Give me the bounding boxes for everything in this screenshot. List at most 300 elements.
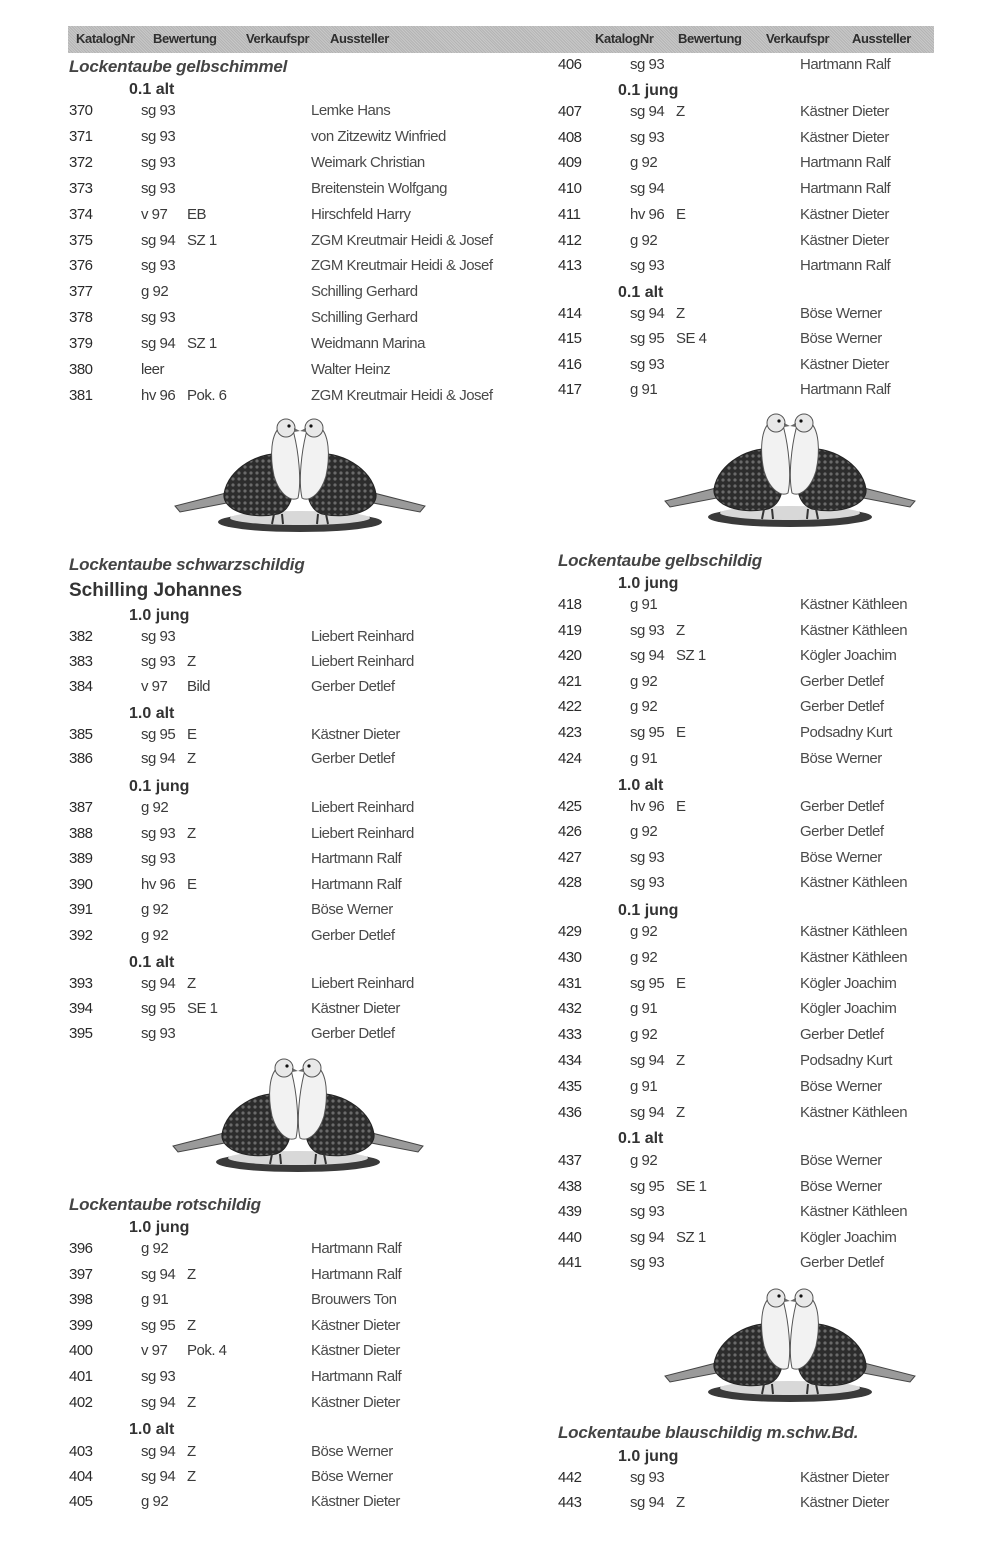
rating: sg 93 [141, 1368, 176, 1385]
exhibitor-name: Böse Werner [311, 1468, 393, 1485]
list-item [69, 335, 529, 359]
list-item [558, 1152, 987, 1176]
rating: sg 94 [630, 1494, 665, 1511]
exhibitor-name: Hartmann Ralf [311, 875, 402, 893]
section-title: Lockentaube gelbschildig [558, 551, 762, 570]
rating: sg 95 [630, 1177, 665, 1195]
exhibitor-name: Hartmann Ralf [311, 1240, 402, 1257]
class-heading: 0.1 jung [129, 778, 190, 795]
exhibitor-name: Gerber Detlef [800, 823, 884, 841]
award-mark: SE 1 [676, 1177, 707, 1195]
list-item [69, 975, 529, 999]
breeder-name: Schilling Johannes [69, 580, 243, 601]
exhibitor-name: Hirschfeld Harry [311, 205, 411, 223]
catalog-number: 379 [69, 335, 93, 353]
list-item [69, 1342, 529, 1366]
catalog-number: 375 [69, 231, 93, 249]
award-mark: Z [187, 750, 196, 767]
exhibitor-name: Böse Werner [311, 901, 393, 919]
catalog-number: 383 [69, 653, 93, 670]
rating: g 92 [630, 1026, 658, 1044]
section-title: Lockentaube schwarzschildig [69, 555, 305, 574]
list-item [558, 381, 987, 405]
list-item [558, 596, 987, 620]
exhibitor-name: Kästner Dieter [311, 1000, 400, 1017]
catalog-number: 393 [69, 975, 93, 992]
section-title: Lockentaube blauschildig m.schw.Bd. [558, 1423, 859, 1442]
rating: hv 96 [630, 205, 665, 223]
rating: v 97 [141, 678, 168, 695]
catalog-number: 401 [69, 1368, 93, 1385]
catalog-number: 440 [558, 1228, 582, 1246]
catalog-number: 389 [69, 850, 93, 868]
rating: sg 93 [630, 56, 665, 73]
catalog-number: 412 [558, 231, 582, 249]
award-mark: Z [676, 103, 685, 120]
rating: g 92 [630, 923, 658, 940]
award-mark: Pok. 6 [187, 386, 227, 404]
header-aussteller-right: Aussteller [852, 31, 911, 46]
list-item [558, 673, 987, 697]
header-aussteller-left: Aussteller [330, 31, 389, 46]
list-item [69, 1291, 529, 1315]
rating: sg 93 [141, 127, 176, 145]
list-item [558, 356, 987, 380]
award-mark: Z [187, 1468, 196, 1485]
rating: sg 94 [141, 975, 176, 992]
list-item [558, 823, 987, 847]
rating: g 91 [630, 1077, 658, 1095]
list-item [69, 628, 529, 652]
exhibitor-name: Podsadny Kurt [800, 724, 892, 741]
award-mark: Z [187, 1443, 196, 1460]
catalog-number: 416 [558, 355, 582, 373]
award-mark: Pok. 4 [187, 1342, 227, 1360]
catalog-number: 405 [69, 1493, 93, 1510]
list-item [558, 1494, 987, 1518]
rating: sg 93 [141, 153, 176, 171]
list-item [558, 1026, 987, 1050]
list-item [558, 923, 987, 947]
catalog-number: 423 [558, 724, 582, 741]
header-katalognr-left: KatalogNr [76, 31, 135, 46]
catalog-number: 381 [69, 386, 93, 404]
rating: sg 95 [630, 974, 665, 992]
rating: sg 93 [141, 179, 176, 197]
catalog-number: 380 [69, 361, 93, 378]
award-mark: E [676, 724, 686, 741]
exhibitor-name: Böse Werner [800, 1152, 882, 1169]
class-heading: 0.1 alt [129, 81, 175, 98]
exhibitor-name: Schilling Gerhard [311, 309, 418, 327]
rating: sg 94 [141, 1393, 176, 1411]
exhibitor-name: Gerber Detlef [311, 927, 395, 944]
rating: sg 94 [141, 1468, 176, 1485]
list-item [69, 653, 529, 677]
header-verkaufspr-left: Verkaufspr [246, 31, 310, 46]
list-item [558, 56, 987, 80]
exhibitor-name: Hartmann Ralf [311, 1265, 402, 1283]
pigeon-pair-illustration [168, 1050, 428, 1178]
catalog-number: 394 [69, 1000, 93, 1017]
rating: g 91 [630, 749, 658, 767]
exhibitor-name: Böse Werner [800, 1177, 882, 1195]
exhibitor-name: Hartmann Ralf [800, 56, 891, 73]
exhibitor-name: ZGM Kreutmair Heidi & Josef [311, 231, 493, 249]
list-item [69, 128, 529, 152]
rating: sg 95 [141, 1316, 176, 1334]
list-item [69, 901, 529, 925]
catalog-number: 410 [558, 180, 582, 198]
rating: sg 93 [141, 628, 176, 645]
exhibitor-name: Gerber Detlef [311, 1025, 395, 1042]
award-mark: EB [187, 205, 207, 223]
exhibitor-name: Böse Werner [800, 848, 882, 866]
rating: sg 94 [141, 1443, 176, 1460]
list-item [69, 750, 529, 774]
list-item [558, 1104, 987, 1128]
list-item [69, 309, 529, 333]
catalog-number: 437 [558, 1152, 582, 1169]
table-header-bar [68, 26, 934, 53]
exhibitor-name: Brouwers Ton [311, 1291, 397, 1309]
exhibitor-name: Kögler Joachim [800, 974, 897, 992]
catalog-number: 371 [69, 127, 93, 145]
exhibitor-name: Kästner Dieter [800, 205, 889, 223]
list-item [69, 1000, 529, 1024]
exhibitor-name: Kästner Dieter [311, 1342, 400, 1360]
exhibitor-name: Liebert Reinhard [311, 824, 414, 842]
list-item [558, 180, 987, 204]
catalog-number: 422 [558, 698, 582, 716]
catalog-number: 407 [558, 103, 582, 120]
catalog-number: 404 [69, 1468, 93, 1485]
rating: sg 94 [630, 180, 665, 198]
award-mark: E [187, 875, 197, 893]
list-item [558, 750, 987, 774]
exhibitor-name: Kästner Käthleen [800, 873, 908, 891]
pigeon-pair-illustration [660, 1280, 920, 1408]
catalog-number: 429 [558, 923, 582, 940]
exhibitor-name: Gerber Detlef [311, 678, 395, 695]
award-mark: Z [676, 1494, 685, 1511]
exhibitor-name: Kästner Dieter [311, 1393, 400, 1411]
exhibitor-name: Weidmann Marina [311, 335, 425, 353]
catalog-number: 411 [558, 205, 581, 223]
list-item [558, 1469, 987, 1493]
rating: g 92 [630, 672, 658, 690]
catalog-number: 436 [558, 1103, 582, 1121]
exhibitor-name: Weimark Christian [311, 153, 425, 171]
exhibitor-name: Hartmann Ralf [800, 154, 891, 172]
award-mark: Z [676, 621, 685, 639]
exhibitor-name: Kästner Dieter [311, 1493, 400, 1510]
exhibitor-name: Kästner Käthleen [800, 948, 908, 966]
rating: g 91 [630, 596, 658, 613]
class-heading: 0.1 jung [618, 902, 679, 919]
rating: g 92 [630, 231, 658, 249]
list-item [69, 850, 529, 874]
rating: sg 94 [630, 305, 665, 322]
rating: sg 94 [630, 647, 665, 665]
exhibitor-name: Kästner Käthleen [800, 1103, 908, 1121]
exhibitor-name: Kästner Dieter [800, 128, 889, 146]
class-heading: 0.1 alt [129, 954, 175, 971]
rating: hv 96 [630, 798, 665, 815]
rating: sg 93 [141, 257, 176, 275]
list-item [69, 1443, 529, 1467]
exhibitor-name: Kästner Dieter [311, 726, 400, 743]
catalog-number: 387 [69, 799, 93, 816]
rating: sg 93 [141, 1025, 176, 1042]
award-mark: E [676, 205, 686, 223]
exhibitor-name: Schilling Gerhard [311, 283, 418, 301]
catalog-number: 384 [69, 678, 93, 695]
catalog-number: 398 [69, 1291, 93, 1309]
list-item [558, 232, 987, 256]
list-item [558, 103, 987, 127]
exhibitor-name: Kästner Dieter [800, 1469, 889, 1486]
class-heading: 1.0 jung [129, 607, 190, 624]
exhibitor-name: Kästner Käthleen [800, 1203, 908, 1220]
rating: sg 94 [630, 1052, 665, 1069]
exhibitor-name: Gerber Detlef [800, 1026, 884, 1044]
list-item [69, 154, 529, 178]
catalog-number: 435 [558, 1077, 582, 1095]
exhibitor-name: Kögler Joachim [800, 1228, 897, 1246]
list-item [69, 102, 529, 126]
exhibitor-name: Kästner Käthleen [800, 621, 908, 639]
list-item [558, 975, 987, 999]
list-item [69, 257, 529, 281]
catalog-number: 390 [69, 875, 93, 893]
award-mark: Z [187, 975, 196, 992]
exhibitor-name: Gerber Detlef [800, 1254, 884, 1271]
award-mark: SE 1 [187, 1000, 218, 1017]
exhibitor-name: Kögler Joachim [800, 1000, 897, 1018]
class-heading: 0.1 jung [618, 82, 679, 99]
catalog-number: 413 [558, 257, 582, 275]
class-heading: 1.0 alt [618, 777, 664, 794]
catalog-number: 426 [558, 823, 582, 841]
catalog-number: 439 [558, 1203, 582, 1220]
catalog-number: 415 [558, 330, 582, 348]
catalog-number: 370 [69, 102, 93, 119]
award-mark: E [676, 974, 686, 992]
exhibitor-name: Böse Werner [800, 305, 882, 322]
list-item [558, 849, 987, 873]
list-item [558, 1254, 987, 1278]
rating: v 97 [141, 1342, 168, 1360]
catalog-number: 374 [69, 205, 93, 223]
list-item [558, 1078, 987, 1102]
list-item [558, 874, 987, 898]
list-item [558, 622, 987, 646]
rating: g 92 [630, 1152, 658, 1169]
award-mark: Z [676, 305, 685, 322]
rating: sg 93 [630, 1469, 665, 1486]
rating: g 92 [630, 823, 658, 841]
class-heading: 1.0 alt [129, 705, 175, 722]
class-heading: 0.1 alt [618, 284, 664, 301]
catalog-number: 428 [558, 873, 582, 891]
exhibitor-name: Gerber Detlef [800, 698, 884, 716]
catalog-number: 414 [558, 305, 582, 322]
catalog-number: 373 [69, 179, 93, 197]
catalog-number: 400 [69, 1342, 93, 1360]
award-mark: Z [676, 1052, 685, 1069]
exhibitor-name: Walter Heinz [311, 361, 391, 378]
catalog-number: 420 [558, 647, 582, 665]
rating: sg 95 [630, 724, 665, 741]
rating: sg 93 [630, 848, 665, 866]
list-item [558, 257, 987, 281]
rating: g 92 [141, 799, 169, 816]
rating: sg 94 [630, 1103, 665, 1121]
exhibitor-name: Hartmann Ralf [800, 257, 891, 275]
catalog-number: 377 [69, 283, 93, 301]
pigeon-pair-illustration [170, 410, 430, 538]
catalog-number: 417 [558, 380, 582, 398]
list-item [69, 1468, 529, 1492]
rating: sg 94 [141, 1265, 176, 1283]
exhibitor-name: Hartmann Ralf [800, 180, 891, 198]
catalog-number: 418 [558, 596, 582, 613]
list-item [558, 206, 987, 230]
list-item [69, 1266, 529, 1290]
catalog-number: 402 [69, 1393, 93, 1411]
class-heading: 1.0 jung [129, 1219, 190, 1236]
list-item [69, 1368, 529, 1392]
rating: g 92 [141, 283, 169, 301]
catalog-number: 385 [69, 726, 93, 743]
exhibitor-name: Kästner Käthleen [800, 596, 908, 613]
header-bewertung-left: Bewertung [153, 31, 217, 46]
list-item [69, 927, 529, 951]
list-item [558, 330, 987, 354]
header-verkaufspr-right: Verkaufspr [766, 31, 830, 46]
catalog-number: 403 [69, 1443, 93, 1460]
award-mark: SZ 1 [676, 1228, 706, 1246]
rating: g 92 [630, 948, 658, 966]
rating: v 97 [141, 205, 168, 223]
list-item [69, 678, 529, 702]
list-item [558, 154, 987, 178]
list-item [69, 1317, 529, 1341]
list-item [558, 647, 987, 671]
exhibitor-name: Liebert Reinhard [311, 653, 414, 670]
exhibitor-name: Liebert Reinhard [311, 628, 414, 645]
rating: sg 93 [630, 128, 665, 146]
exhibitor-name: Böse Werner [800, 1077, 882, 1095]
list-item [69, 1493, 529, 1517]
catalog-number: 431 [558, 974, 582, 992]
list-item [558, 949, 987, 973]
rating: sg 93 [630, 621, 665, 639]
section-title: Lockentaube rotschildig [69, 1195, 261, 1214]
exhibitor-name: ZGM Kreutmair Heidi & Josef [311, 257, 493, 275]
rating: sg 95 [630, 330, 665, 348]
catalog-number: 421 [558, 672, 582, 690]
catalog-number: 397 [69, 1265, 93, 1283]
list-item [69, 180, 529, 204]
award-mark: Z [676, 1103, 685, 1121]
exhibitor-name: ZGM Kreutmair Heidi & Josef [311, 386, 493, 404]
catalog-number: 442 [558, 1469, 582, 1486]
exhibitor-name: Gerber Detlef [800, 672, 884, 690]
catalog-number: 430 [558, 948, 582, 966]
exhibitor-name: Kästner Dieter [800, 231, 889, 249]
class-heading: 1.0 jung [618, 1448, 679, 1465]
catalog-number: 378 [69, 309, 93, 327]
exhibitor-name: Gerber Detlef [800, 798, 884, 815]
list-item [69, 206, 529, 230]
catalog-number: 443 [558, 1494, 582, 1511]
list-item [558, 724, 987, 748]
list-item [69, 1240, 529, 1264]
exhibitor-name: Kästner Dieter [800, 1494, 889, 1511]
pigeon-pair-illustration [660, 405, 920, 533]
list-item [558, 698, 987, 722]
exhibitor-name: Kästner Dieter [800, 355, 889, 373]
class-heading: 1.0 alt [129, 1421, 175, 1438]
catalog-number: 372 [69, 153, 93, 171]
rating: g 92 [141, 901, 169, 919]
exhibitor-name: Liebert Reinhard [311, 799, 414, 816]
catalog-number: 438 [558, 1177, 582, 1195]
rating: g 92 [141, 1240, 169, 1257]
catalog-number: 419 [558, 621, 582, 639]
award-mark: Z [187, 824, 196, 842]
catalog-number: 408 [558, 128, 582, 146]
catalog-number: 388 [69, 824, 93, 842]
award-mark: Z [187, 1265, 196, 1283]
header-bewertung-right: Bewertung [678, 31, 742, 46]
list-item [558, 129, 987, 153]
rating: g 91 [141, 1291, 169, 1309]
catalog-number: 376 [69, 257, 93, 275]
header-katalognr-right: KatalogNr [595, 31, 654, 46]
catalog-number: 391 [69, 901, 93, 919]
catalog-number: 425 [558, 798, 582, 815]
exhibitor-name: Böse Werner [800, 330, 882, 348]
list-item [69, 387, 529, 411]
award-mark: SZ 1 [187, 335, 217, 353]
catalog-number: 434 [558, 1052, 582, 1069]
rating: sg 94 [141, 231, 176, 249]
catalog-number: 406 [558, 56, 582, 73]
rating: sg 94 [141, 335, 176, 353]
rating: sg 93 [141, 102, 176, 119]
catalog-number: 396 [69, 1240, 93, 1257]
exhibitor-name: Podsadny Kurt [800, 1052, 892, 1069]
catalog-number: 424 [558, 749, 582, 767]
rating: sg 93 [141, 824, 176, 842]
class-heading: 0.1 alt [618, 1130, 664, 1147]
list-item [558, 305, 987, 329]
list-item [69, 825, 529, 849]
rating: g 92 [141, 927, 169, 944]
rating: g 91 [630, 380, 658, 398]
rating: g 92 [630, 698, 658, 716]
rating: sg 95 [141, 1000, 176, 1017]
exhibitor-name: Hartmann Ralf [311, 1368, 402, 1385]
rating: g 92 [630, 154, 658, 172]
rating: sg 93 [630, 257, 665, 275]
exhibitor-name: Lemke Hans [311, 102, 391, 119]
rating: sg 93 [630, 1254, 665, 1271]
rating: hv 96 [141, 875, 176, 893]
